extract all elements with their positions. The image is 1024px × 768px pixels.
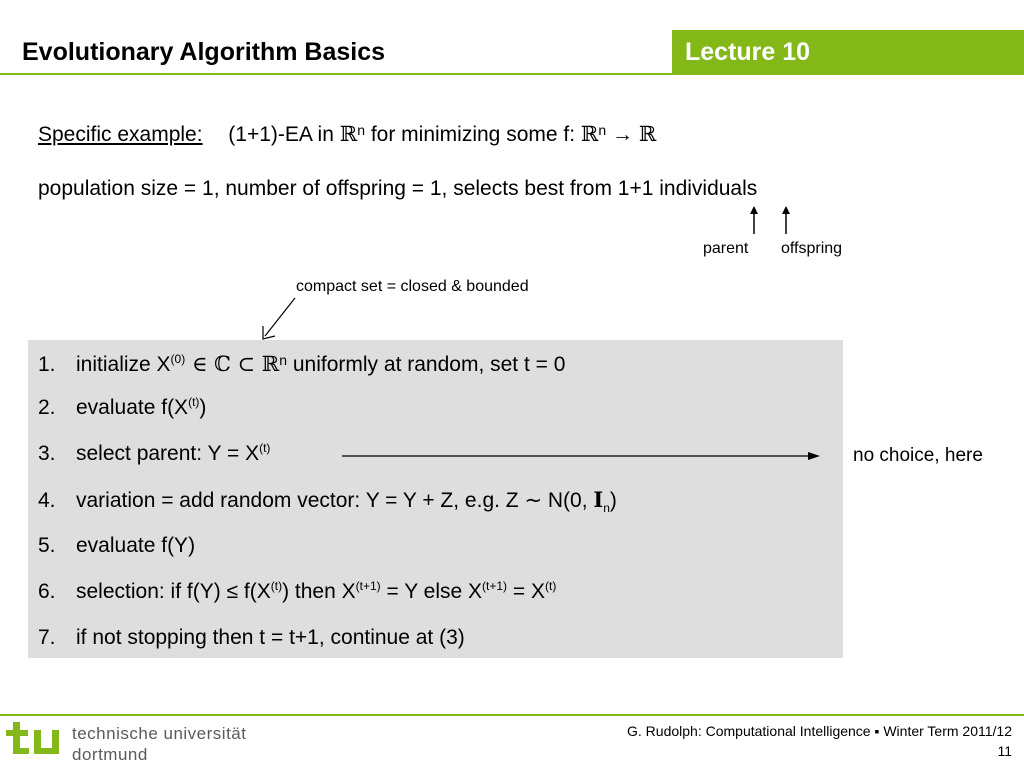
step-number: 5. xyxy=(38,534,56,557)
step-superscript: (t) xyxy=(270,579,283,593)
header-divider xyxy=(0,73,1024,75)
step-5 xyxy=(38,532,195,560)
no-choice-note: no choice, here xyxy=(853,445,983,466)
parent-offspring-arrows xyxy=(740,204,800,236)
intro-n2: n xyxy=(598,122,607,138)
step-text: evaluate f(X xyxy=(76,396,189,419)
no-choice-arrow xyxy=(340,448,824,464)
population-line: population size = 1, number of offspring = 1, selects best from 1+1 individuals xyxy=(38,177,758,200)
compact-set-arrow xyxy=(255,296,305,344)
step-text: selection: if f(Y) ≤ f(X xyxy=(76,580,271,603)
university-name: technische universität xyxy=(72,724,247,743)
step-superscript: (t) xyxy=(545,579,557,593)
identity-matrix-symbol: I xyxy=(593,487,604,512)
step-superscript: (t) xyxy=(188,395,200,409)
intro-label: Specific example: xyxy=(38,123,203,146)
university-city: dortmund xyxy=(72,745,148,764)
step-text: if not stopping then t = t+1, continue at (3) xyxy=(76,626,465,649)
step-number: 4. xyxy=(38,489,56,512)
footer-divider xyxy=(0,714,1024,716)
step-number: 6. xyxy=(38,580,56,603)
step-text: ∈ ℂ ⊂ ℝ xyxy=(185,352,280,376)
step-text: variation = add random vector: Y = Y + Z, e.g. Z ∼ N(0, xyxy=(76,489,594,512)
intro-n1: n xyxy=(357,122,365,138)
step-2 xyxy=(38,394,206,422)
step-superscript: (t) xyxy=(259,441,271,455)
intro-R1: ℝ xyxy=(339,122,358,146)
intro-text-prefix: (1+1)-EA in xyxy=(228,123,340,146)
step-number: 1. xyxy=(38,353,56,376)
step-text: = X xyxy=(507,580,545,603)
slide-title: Evolutionary Algorithm Basics xyxy=(22,38,386,66)
parent-label: parent xyxy=(703,240,749,257)
step-number: 7. xyxy=(38,626,56,649)
step-superscript: n xyxy=(279,352,288,368)
tu-logo-icon xyxy=(4,718,66,766)
page-number: 11 xyxy=(997,743,1012,759)
step-text: = Y else X xyxy=(380,580,483,603)
offspring-label: offspring xyxy=(781,240,843,257)
step-text: ) xyxy=(609,489,617,512)
step-subscript: n xyxy=(603,501,610,516)
step-1 xyxy=(38,346,565,379)
step-text: ) xyxy=(199,396,207,419)
intro-line xyxy=(38,116,656,149)
step-number: 3. xyxy=(38,442,56,465)
intro-text-mid: for minimizing some f: xyxy=(365,123,581,146)
step-text: ) then X xyxy=(282,580,356,603)
step-superscript: (t+1) xyxy=(482,579,508,593)
step-3 xyxy=(38,440,270,468)
step-superscript: (0) xyxy=(170,352,186,366)
step-7 xyxy=(38,624,465,652)
step-number: 2. xyxy=(38,396,56,419)
step-text: select parent: Y = X xyxy=(76,442,260,465)
intro-R3: ℝ xyxy=(638,122,657,146)
intro-R2: ℝ xyxy=(580,122,599,146)
lecture-label: Lecture 10 xyxy=(685,38,811,66)
step-text: uniformly at random, set t = 0 xyxy=(287,353,566,376)
intro-arrow: → xyxy=(606,123,639,146)
footer-credit: G. Rudolph: Computational Intelligence ▪ Winter Term 2011/12 xyxy=(627,723,1012,739)
compact-set-note: compact set = closed & bounded xyxy=(296,278,529,295)
step-6 xyxy=(38,578,556,606)
step-text: initialize X xyxy=(76,353,171,376)
step-superscript: (t+1) xyxy=(355,579,381,593)
step-text: evaluate f(Y) xyxy=(76,534,196,557)
step-4 xyxy=(38,486,617,515)
